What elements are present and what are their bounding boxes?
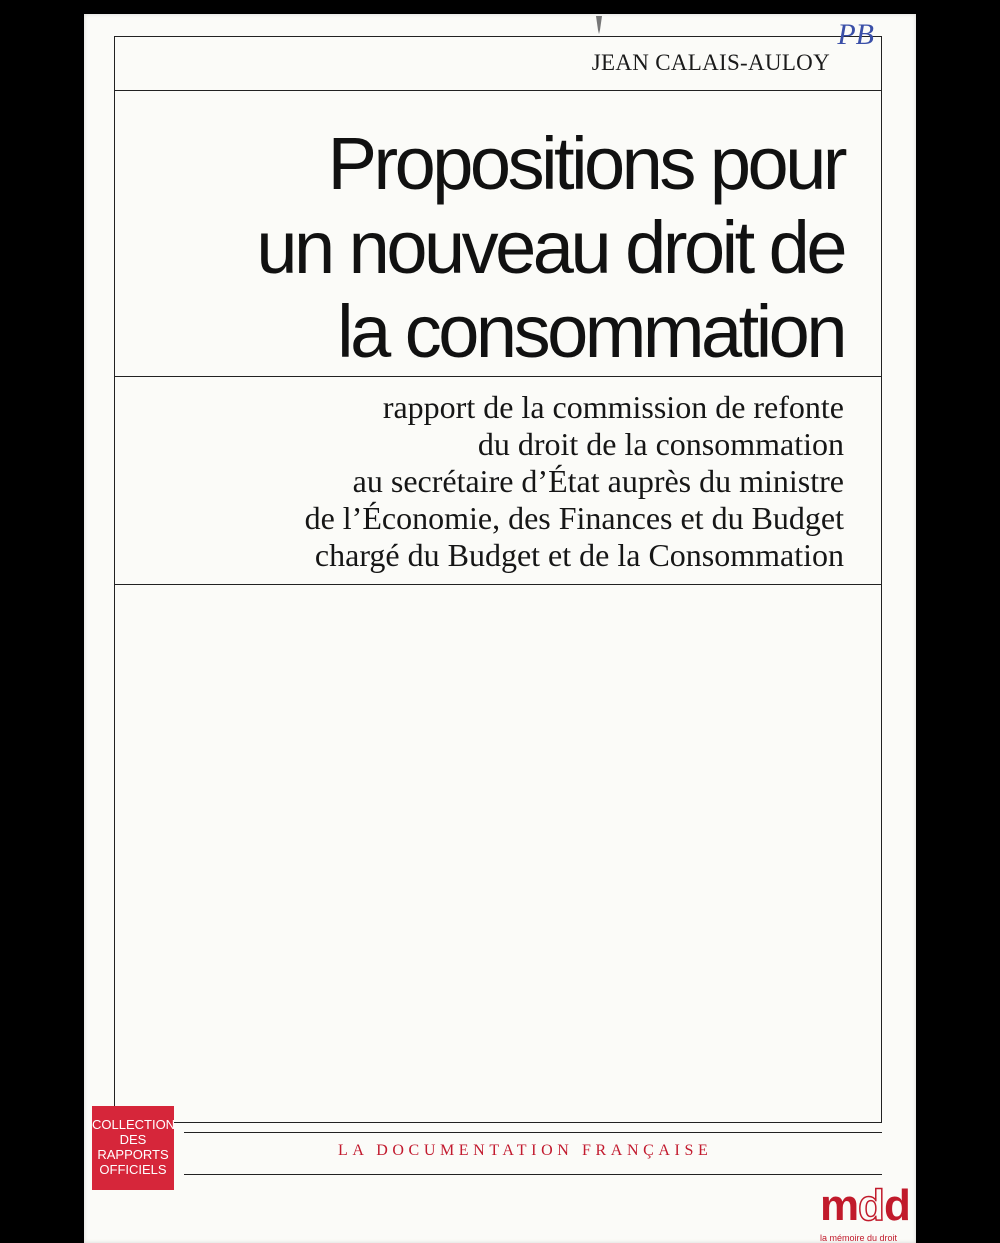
svg-text:d: d <box>884 1181 909 1228</box>
subtitle-line: rapport de la commission de refonte <box>382 389 844 425</box>
book-subtitle <box>305 389 844 574</box>
handwritten-annotation: PB <box>837 18 874 51</box>
watermark-caption: la mémoire du droit <box>820 1233 898 1243</box>
staple-mark-icon <box>594 16 604 34</box>
divider-subtitle <box>114 584 882 585</box>
book-title <box>256 122 844 374</box>
watermark-logo <box>818 1176 918 1243</box>
divider-author <box>114 90 882 91</box>
collection-badge <box>92 1106 174 1190</box>
collection-line: OFFICIELS <box>99 1162 167 1177</box>
svg-text:m: m <box>820 1181 858 1228</box>
divider-title <box>114 376 882 377</box>
subtitle-line: du droit de la consommation <box>477 426 844 462</box>
svg-text:d: d <box>858 1181 883 1228</box>
title-line: un nouveau droit de <box>256 206 844 289</box>
book-cover <box>84 14 916 1243</box>
author-name: JEAN CALAIS-AULOY <box>591 50 830 75</box>
subtitle-line: chargé du Budget et de la Consommation <box>314 537 844 573</box>
collection-line: RAPPORTS <box>97 1147 169 1162</box>
publisher-name: LA DOCUMENTATION FRANÇAISE <box>338 1142 713 1159</box>
collection-line: COLLECTION <box>92 1117 176 1132</box>
title-line: la consommation <box>337 290 844 373</box>
collection-line: DES <box>119 1132 147 1147</box>
subtitle-line: au secrétaire d’État auprès du ministre <box>352 463 844 499</box>
title-line: Propositions pour <box>327 122 844 205</box>
divider-publisher-bottom <box>184 1174 882 1175</box>
divider-publisher-top <box>184 1132 882 1133</box>
subtitle-line: de l’Économie, des Finances et du Budget <box>304 500 844 536</box>
mdd-logo-icon <box>818 1176 918 1228</box>
